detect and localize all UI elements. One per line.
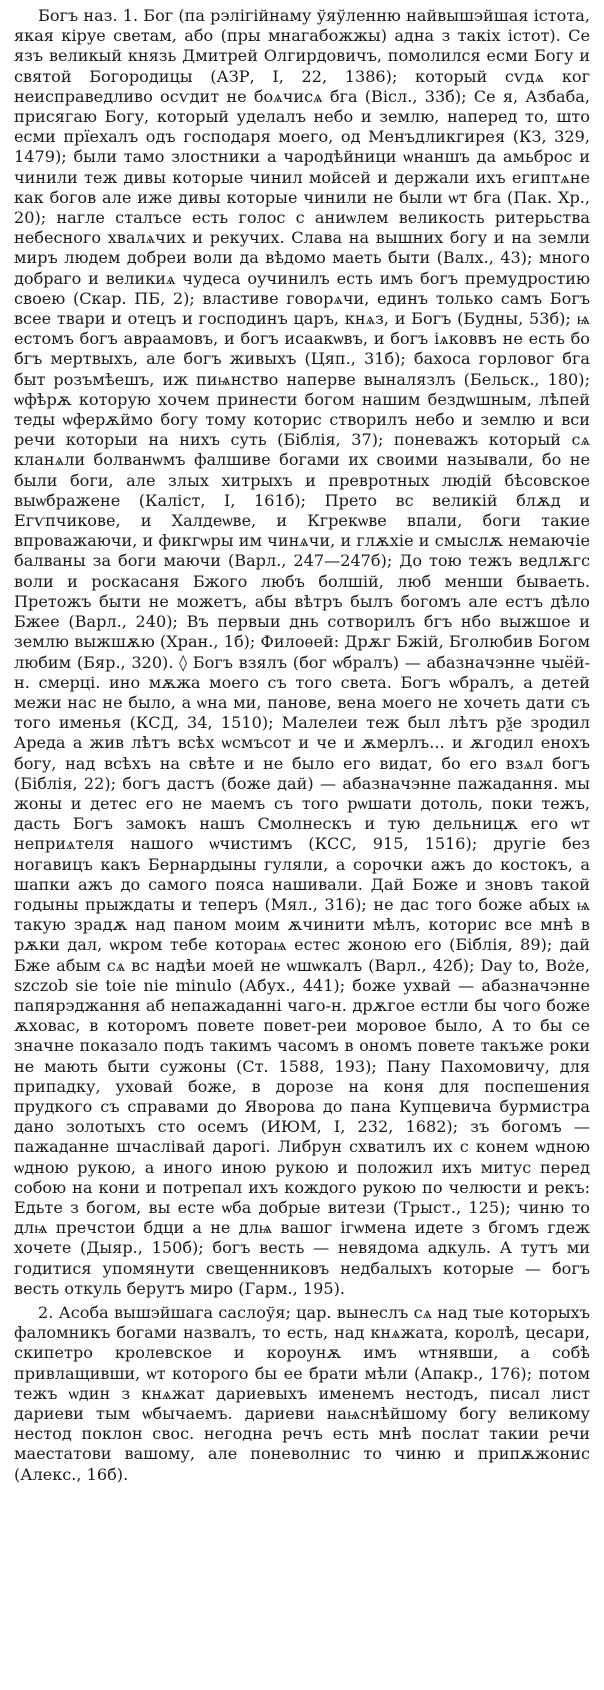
entry-sense-2: 2. Асоба вышэйшага саслоўя; цар. вынеслъ сѧ над тые которыхъ фаломникъ богами назвалъ, то есть, над кнѧжата, королѣ, цесари, скипетро кролевское и короунѫ имъ ѡтнявши, а собѣ привлащивши, ѡт которого бы ее брати мѣли (Апакр., 176); потом тежъ ѡдин з кнѧжат дариевыхъ именемъ нестодъ, писал лист дариеви тым ѡбычаемъ. дариеви наѩснѣйшому богу великому нестод поклон свос. негодна речъ есть мнѣ послат такии речи маестатови вашому, але поневолнис то чиню и припѫжонис (Алекс., 16б). bbox=[14, 1303, 590, 1484]
entry-sense-1: Богъ наз. 1. Бог (па рэлігійнаму ўяўленню найвышэйшая істота, якая кіруе светам, або (пры мнагабожжы) адна з такіх істот). Се язъ великый князь Дмитрей Олгирдовичъ, помолился есми Богу и святой Богородицы (АЗР, І, 22, 1386); который сѵдѧ ког неисправедливо осѵдит не боѧчисѧ бга (Віcл., 33б); Се я, Азбаба, присягаю Богу, который уделалъ небо и землю, наперед то, што есми прїехалъ одъ господаря моего, од Менъдликгирея (КЗ, 329, 1479); были тамо злостники а чародѣйници ѡнаншъ да амьброс и чинили теж дивы которые чинил мойсей и держали ихъ египтѧне как богов але иже дивы которые чинили не были ѡт бга (Пак. Хр., 20); нагле сталъсе есть голос с аниѡлем великость ритерьства небесного хвалѧчих и рекучих. Слава на вышних богу и на земли миръ людем добреи воли да вѣдомо маеть быти (Валх., 43); много добраго и великиѧ чудеса оучинилъ есть имъ богъ премудростию своею (Скар. ПБ, 2); властиве говорѧчи, единъ только самъ Богъ всее твари и отецъ и господинъ царъ, кнѧз, и Богъ (Будны, 53б); ѩ естомъ богъ авраамовъ, и богъ исаакѡвъ, и богъ іѧковвъ не есть бо бгъ мертвыхъ, але богъ живыхъ (Цяп., 31б); бахоса горловог бга быт розъмѣешъ, иж пиѩнство наперве выналязлъ (Бельск., 180); ѡфѣрѫ которую хочем принести богом нашим бездѡшным, лѣпей теды ѡферѫймо богу тому которис створилъ небо и землю и вси речи которыи на нихъ суть (Біблія, 37); поневажъ который сѧ кланѧли болванѡмъ фалшиве богами их своими называли, бо не были боги, але злых хитрыхъ и превротных людій бѣсовское выѡбражене (Каліст, І, 161б); Прето вс великій блѫд и Егѵпчикове, и Халдеѡве, и Кгрекѡве впали, боги такие впроважаючи, и фикгѡры им чинѧчи, и глѫхіе и смыслѫ немаючіе балваны за боги маючи (Варл., 247—247б); До тою тежъ ведлѫгс воли и роскасаня Бжого любъ болшій, люб менши бываеть. Претожъ быти не можетъ, абы вѣтръ былъ богомъ але естъ дѣло Бжее (Варл., 240); Въ первыи днь сотворилъ бгъ нбо выжшое и землю выжшѫю (Хран., 1б); Филоѳей: Дрѫг Бжій, Бголюбив Богом любим (Бяр., 320). ◊ Богъ взялъ (бог ѡбралъ) — абазначэнне чыёй-н. смерці. ино мѫжа моего съ того света. Богъ ѡбралъ, а детей межи нас не было, а ѡна ми, панове, вена моего не хочеть дати съ того именья (КСД, 34, 1510); Малелеи теж был лѣтъ рѯе зродил Ареда а жив лѣтъ всѣх ѡсмъсот и че и ѫмерлъ... и ѫгодил енохъ богу, над всѣхъ на свѣте и не было его видат, бо его взѧл богъ (Біблія, 22); богъ дастъ (боже дай) — абазначэнне пажадання. мы жоны и детес его не маемъ съ того рѡшати дотоль, поки тежъ, дасть Богъ замокъ нашъ Смолнескъ и тую дельницѫ его ѡт неприѧтеля нашого ѡчистимъ (КСС, 915, 1516); другіе без ногавицъ какъ Бернардыны гуляли, а сорочки ажъ до костокъ, а шапки ажъ до самого пояса нашивали. Дай Боже и зновъ такой годыны прыждаты и теперъ (Мял., 316); не дас того боже абых ѩ такую зрадѫ над паном моим ѫчинити мѣлъ, которис все мнѣ в рѫки дал, ѡкром тебе котораѩ естес жоною его (Біблія, 89); дай Бже абым сѧ вс надѣи моей не ѡшѡкалъ (Варл., 42б); Day to, Boże, szczob sie toie nie minulo (Абух., 441); боже ухвай — абазначэнне папярэджання аб непажаданні чаго-н. дрѫгое естли бы чого боже ѫховас, в которомъ повете повет-реи моровое было, А то бы се значне показало подъ такимъ часомъ в ономъ повете такъже роки не мають быти сужоны (Ст. 1588, 193); Пану Пахомовичу, для припадку, уховай боже, в дорозе на коня для поспешения прудкого съ справами до Яворова до пана Купцевича бурмистра дано золотыхъ сто осемъ (ИЮМ, І, 232, 1682); зъ богомъ — пажаданне шчаслівай дарогі. Либрун схватилъ их с конем ѡдною ѡдною рукою, а иного иною рукою и положил ихъ митус перед собою на кони и потрепал ихъ кождого рукою по челюсти и рекъ: Едьте з богом, вы есте ѡба добрые витези (Трыст., 125); чиню то длѩ пречстои бдци а не длѩ вашог ігѡмена идете з бгомъ гдеж хочете (Дыяр., 150б); богъ весть — невядома адкуль. А тутъ ми годитися упомянути свещенниковъ недбалыхъ которые — богъ весть откуль берутъ миро (Гарм., 195). bbox=[14, 6, 590, 1298]
